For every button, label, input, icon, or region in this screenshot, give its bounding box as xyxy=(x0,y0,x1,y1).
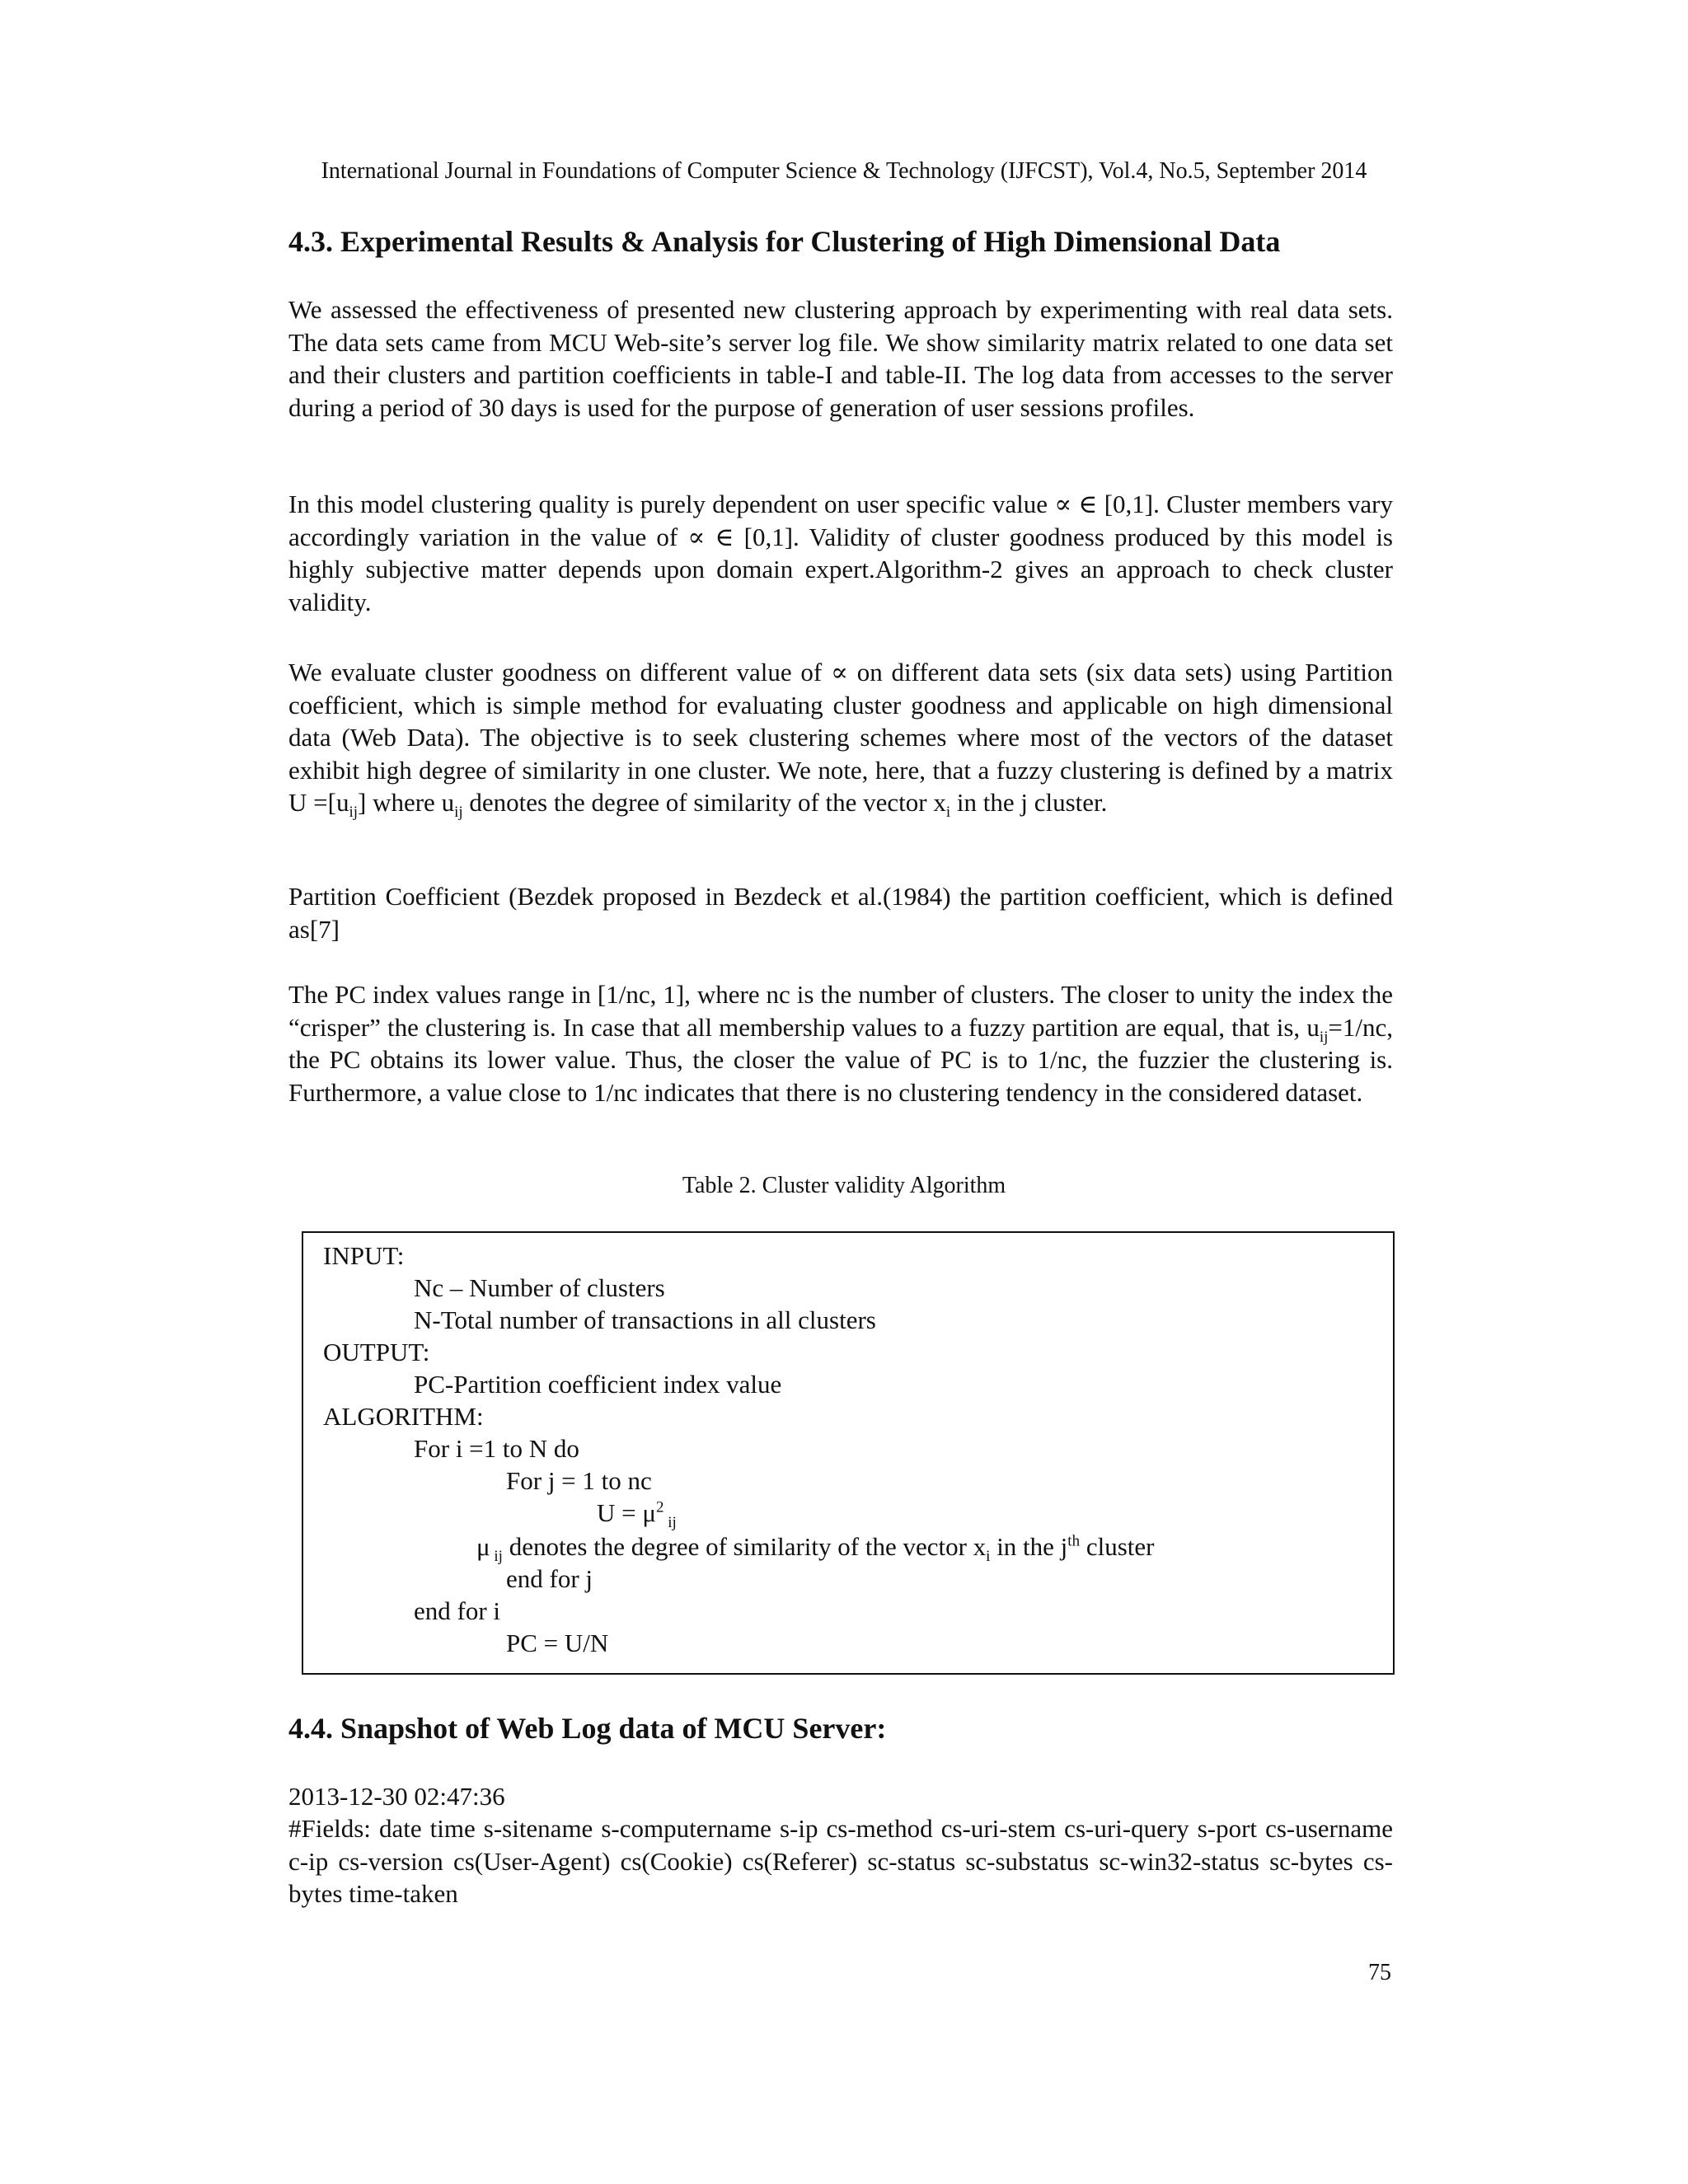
algo-pc-line: PC-Partition coefficient index value xyxy=(414,1370,782,1399)
paragraph-5: The PC index values range in [1/nc, 1], where nc is the number of clusters. The closer to unity the index the “crisper” the clustering is. In case that all membership values to a fuzzy partition are equal, that is, $u_{ij}=1/nc$, the PC obtains its lower value. Thus, the closer the value of PC is to 1/nc, the fuzzier the clustering is. Furthermore, a value close to 1/nc indicates that there is no clustering tendency in the considered dataset. xyxy=(288,980,1393,1107)
algo-nc-line: Nc – Number of clusters xyxy=(414,1273,665,1302)
journal-header: International Journal in Foundations of Computer Science & Technology (IJFCST), Vol.4, No.5, September 2014 xyxy=(321,158,1367,184)
algo-pc-equation: PC = U/N xyxy=(506,1629,609,1657)
section-4-3-heading: 4.3. Experimental Results & Analysis for Clustering of High Dimensional Data xyxy=(288,225,1281,258)
page-number: 75 xyxy=(1368,1960,1391,1985)
table-caption: Table 2. Cluster validity Algorithm xyxy=(682,1173,1006,1198)
algo-for-j: For j = 1 to nc xyxy=(506,1466,652,1495)
algo-n-line: N-Total number of transactions in all clusters xyxy=(414,1305,876,1334)
log-fields: #Fields: date time s-sitename s-computername s-ip cs-method cs-uri-stem cs-uri-query s-port cs-username c-ip cs-version cs(User-Agent) cs(Cookie) cs(Referer) sc-status sc-substatus sc-win32-status sc-bytes cs-bytes time-taken xyxy=(288,1814,1393,1908)
paragraph-4: Partition Coefficient (Bezdek proposed in Bezdeck et al.(1984) the partition coefficient, which is defined as[7] xyxy=(288,882,1393,944)
algo-for-i: For i =1 to N do xyxy=(414,1434,579,1463)
algo-end-for-i: end for i xyxy=(414,1596,501,1625)
algo-mu-description: μ $_{ij}$ denotes the degree of similarity of the vector $x_i$ in the $j^{th}$ cluster xyxy=(476,1532,1155,1566)
algo-output-label: OUTPUT: xyxy=(323,1338,430,1366)
algo-u-equation: $U = \mu^2$ $_{ij}$ xyxy=(597,1498,677,1532)
paragraph-2: In this model clustering quality is purely dependent on user specific value ∝ ∈ [0,1]. Cluster members vary accordingly variation in the value of ∝ ∈ [0,1]. Validity of cluster goodness produced by this model is highly subjective matter depends upon domain expert.Algorithm-2 gives an approach to check cluster validity. xyxy=(288,490,1393,616)
log-date: 2013-12-30 02:47:36 xyxy=(288,1782,505,1811)
algo-algorithm-label: ALGORITHM: xyxy=(323,1402,484,1431)
section-4-4-heading: 4.4. Snapshot of Web Log data of MCU Server: xyxy=(288,1712,887,1745)
paragraph-3: We evaluate cluster goodness on different value of ∝ on different data sets (six data sets) using Partition coefficient, which is simple method for evaluating cluster goodness and applicable on high dimensional data (Web Data). The objective is to seek clustering schemes where most of the vectors of the dataset exhibit high degree of similarity in one cluster. We note, here, that a fuzzy clustering is defined by a matrix $U =[u_{ij}]$ where $u_{ij}$ denotes the degree of similarity of the vector $x_i$ in the j cluster. xyxy=(288,658,1393,822)
paragraph-1: We assessed the effectiveness of presented new clustering approach by experimenting with real data sets. The data sets came from MCU Web-site’s server log file. We show similarity matrix related to one data set and their clusters and partition coefficients in table-I and table-II. The log data from accesses to the server during a period of 30 days is used for the purpose of generation of user sessions profiles. xyxy=(288,295,1393,422)
algo-end-for-j: end for j xyxy=(506,1564,593,1593)
algorithm-box xyxy=(302,1231,1395,1675)
algo-input-label: INPUT: xyxy=(323,1241,405,1270)
